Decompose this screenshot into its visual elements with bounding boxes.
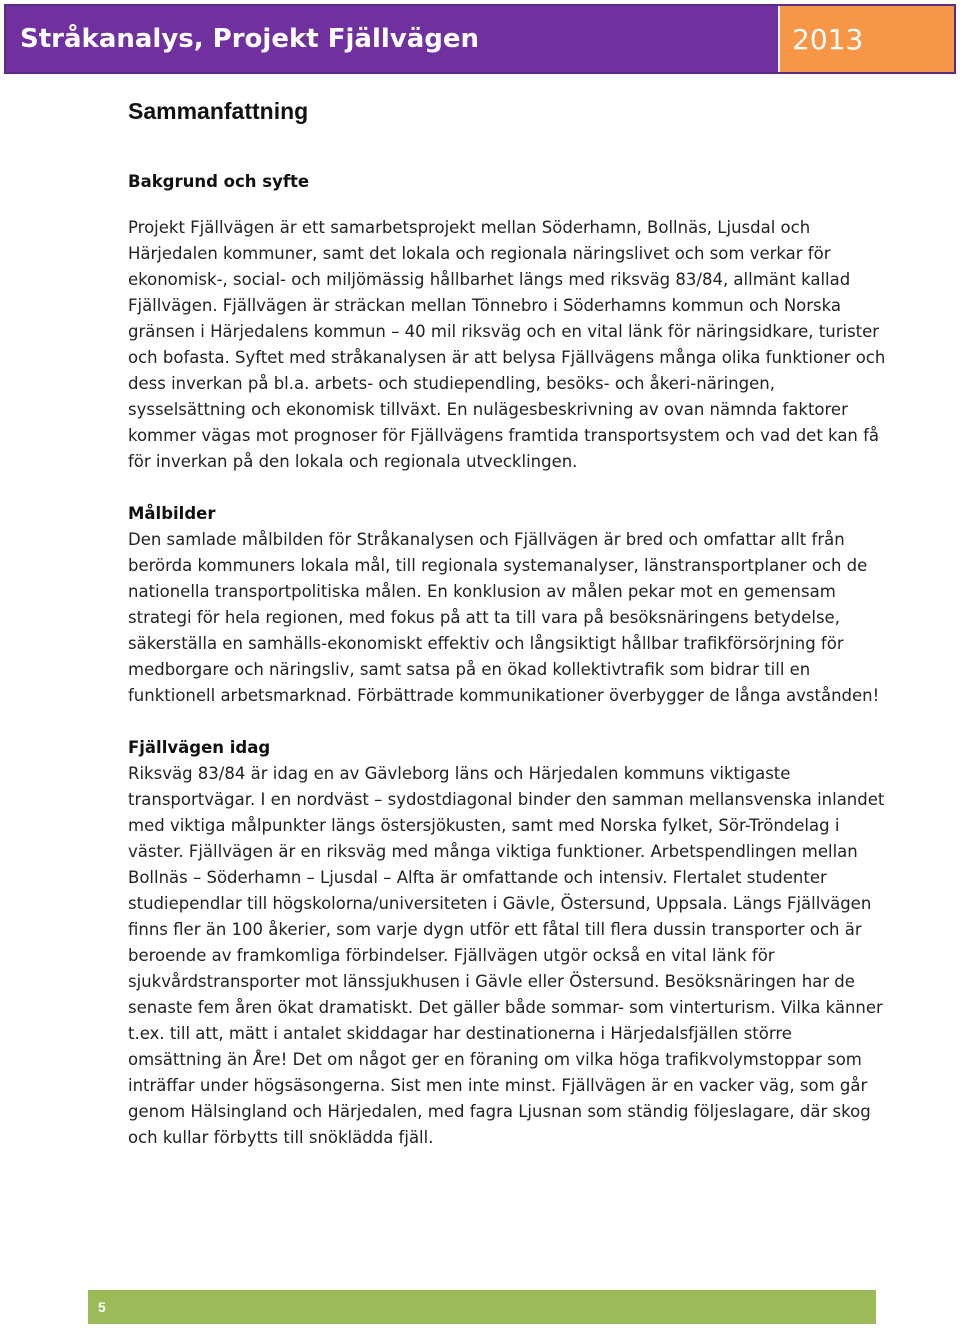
page-header: [4, 4, 956, 74]
section-heading: Målbilder: [128, 504, 216, 523]
section-heading: Fjällvägen idag: [128, 738, 271, 757]
document-year: 2013: [780, 6, 954, 72]
page-footer: [88, 1290, 876, 1324]
section-malbilder: [128, 501, 888, 709]
section-bakgrund: [128, 169, 888, 475]
section-fjallvagen-idag: [128, 735, 888, 1151]
page-number: 5: [98, 1299, 106, 1315]
document-title: Stråkanalys, Projekt Fjällvägen: [6, 6, 780, 72]
section-paragraph: Projekt Fjällvägen är ett samarbetsprojekt mellan Söderhamn, Bollnäs, Ljusdal och Härjedalen kommuner, samt det lokala och regionala näringslivet och som verkar för ekonomisk-, social- och miljömässig hållbarhet längs med riksväg 83/84, allmänt kallad Fjällvägen. Fjällvägen är sträckan mellan Tönnebro i Söderhamns kommun och Norska gränsen i Härjedalens kommun – 40 mil riksväg och en vital länk för näringsidkare, turister och bofasta. Syftet med stråkanalysen är att belysa Fjällvägens många olika funktioner och dess inverkan på bl.a. arbets- och studiependling, besöks- och åkeri-näringen, sysselsättning och ekonomisk tillväxt. En nulägesbeskrivning av ovan nämnda faktorer kommer vägas mot prognoser för Fjällvägens framtida transportsystem och vad det kan få för inverkan på den lokala och regionala utvecklingen.: [128, 218, 886, 471]
section-paragraph: Den samlade målbilden för Stråkanalysen och Fjällvägen är bred och omfattar allt från berörda kommuners lokala mål, till regionala systemanalyser, länstransportplaner och de nationella transportpolitiska målen. En konklusion av målen pekar mot en gemensam strategi för hela regionen, med fokus på att ta till vara på besöksnäringens betydelse, säkerställa en samhälls-ekonomiskt effektiv och långsiktigt hållbar trafikförsörjning för medborgare och näringsliv, samt satsa på en ökad kollektivtrafik som bidrar till en funktionell arbetsmarknad. Förbättrade kommunikationer överbygger de långa avstånden!: [128, 530, 880, 705]
page-heading: Sammanfattning: [128, 98, 309, 124]
section-heading: Bakgrund och syfte: [128, 172, 310, 191]
section-paragraph: Riksväg 83/84 är idag en av Gävleborg läns och Härjedalen kommuns viktigaste transportvägar. I en nordväst – sydostdiagonal binder den samman mellansvenska inlandet med viktiga målpunkter längs östersjökusten, samt med Norska fylket, Sör-Tröndelag i väster. Fjällvägen är en riksväg med många viktiga funktioner. Arbetspendlingen mellan Bollnäs – Söderhamn – Ljusdal – Alfta är omfattande och intensiv. Flertalet studenter studiependlar till högskolorna/universiteten i Gävle, Östersund, Uppsala. Längs Fjällvägen finns fler än 100 åkerier, som varje dygn utför ett fåtal till flera dussin transporter och är beroende av framkomliga förbindelser. Fjällvägen utgör också en vital länk för sjukvårdstransporter mot länssjukhusen i Gävle eller Östersund. Besöksnäringen har de senaste fem åren ökat dramatiskt. Det gäller både sommar- som vinterturism. Vilka känner t.ex. till att, mätt i antalet skiddagar har destinationerna i Härjedalsfjällen större omsättning än Åre! Det om något ger en föraning om vilka höga trafikvolymstoppar som inträffar under högsäsongerna. Sist men inte minst. Fjällvägen är en vacker väg, som går genom Hälsingland och Härjedalen, med fagra Ljusnan som ständig följeslagare, där skog och kullar förbytts till snöklädda fjäll.: [128, 764, 885, 1147]
page-content: [128, 98, 888, 1151]
